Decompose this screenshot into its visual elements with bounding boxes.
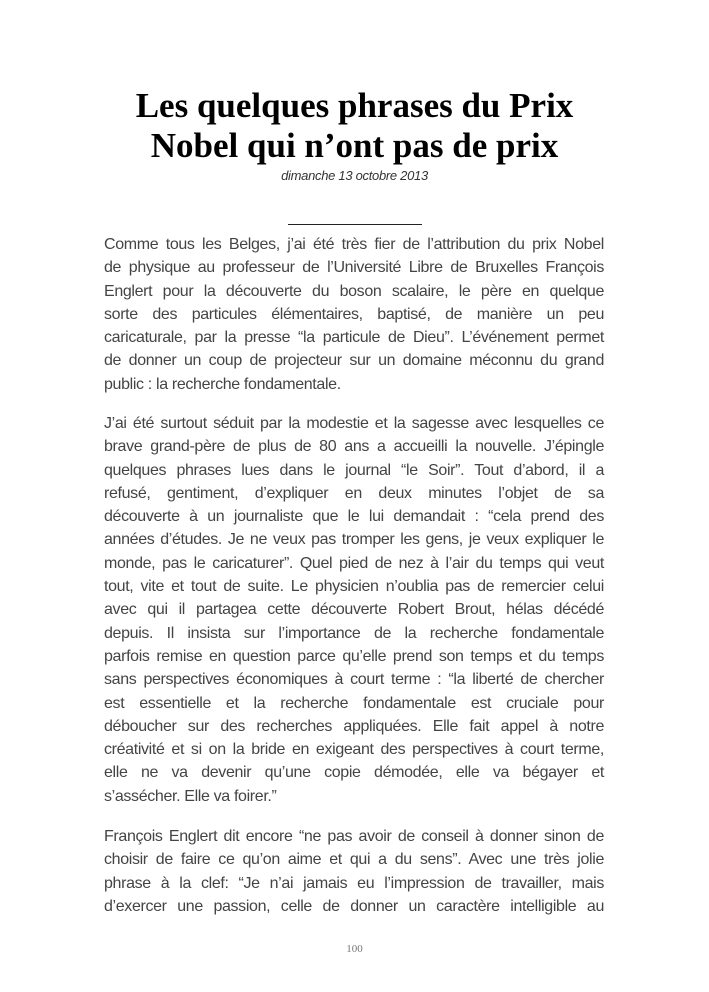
text-line: avec qui il partagea cette découverte Robert Brout, hélas décédé <box>104 601 604 619</box>
text-line: déboucher sur des recherches appliquées. Elle fait appel à notre <box>104 717 604 735</box>
title-line: Les quelques phrases du Prix <box>135 86 574 125</box>
text-line: découverte à un journaliste que le lui demandait : “cela prend des <box>104 508 604 526</box>
paragraph-1 <box>104 233 604 396</box>
article-title <box>0 86 709 166</box>
text-line: depuis. Il insista sur l’importance de la recherche fondamentale <box>104 624 604 642</box>
text-line: d’exercer une passion, celle de donner un caractère intelligible au <box>104 897 604 915</box>
text-line: tout, vite et tout de suite. Le physicien n’oublia pas de remercier celui <box>104 578 604 596</box>
text-line: phrase à la clef: “Je n’ai jamais eu l’impression de travailler, mais <box>104 874 604 892</box>
article-date: dimanche 13 octobre 2013 <box>281 168 428 183</box>
text-line: est essentielle et la recherche fondamentale est cruciale pour <box>104 694 604 712</box>
page-number: 100 <box>346 943 363 955</box>
text-line: Englert pour la découverte du boson scalaire, le père en quelque <box>104 282 604 300</box>
text-line: François Englert dit encore “ne pas avoir de conseil à donner sinon de <box>104 828 604 845</box>
text-line: de donner un coup de projecteur sur un domaine méconnu du grand <box>104 352 604 370</box>
text-line: choisir de faire ce qu’on aime et qui a du sens”. Avec une très jolie <box>104 851 604 869</box>
text-line: sans perspectives économiques à court terme : “la liberté de chercher <box>104 671 604 689</box>
text-line: créativité et si on la bride en exigeant des perspectives à court terme, <box>104 741 604 759</box>
text-line: parfois remise en question parce qu’elle prend son temps et du temps <box>104 647 604 665</box>
title-line: Nobel qui n’ont pas de prix <box>150 126 559 165</box>
text-line: sorte des particules élémentaires, baptisé, de manière un peu <box>104 305 604 323</box>
text-line: de physique au professeur de l’Université Libre de Bruxelles François <box>104 259 604 277</box>
text-line: monde, pas le caricaturer”. Quel pied de nez à l’air du temps qui veut <box>104 554 604 572</box>
paragraph-3 <box>104 825 604 918</box>
text-line: s’assécher. Elle va foirer.” <box>104 787 277 805</box>
text-line: brave grand-père de plus de 80 ans a accueilli la nouvelle. J’épingle <box>104 438 604 456</box>
paragraph-2 <box>104 412 604 808</box>
text-line: public : la recherche fondamentale. <box>104 375 341 393</box>
text-line: elle ne va devenir qu’une copie démodée, elle va bégayer et <box>104 764 604 782</box>
text-line: refusé, gentiment, d’expliquer en deux minutes l’objet de sa <box>104 484 604 502</box>
text-line: J’ai été surtout séduit par la modestie et la sagesse avec lesquelles ce <box>104 415 604 432</box>
text-line: quelques phrases lues dans le journal “le Soir”. Tout d’abord, il a <box>104 461 604 479</box>
text-line: caricaturale, par la presse “la particule de Dieu”. L’événement permet <box>104 329 604 347</box>
text-line: Comme tous les Belges, j’ai été très fier de l’attribution du prix Nobel <box>104 236 604 253</box>
text-line: années d’études. Je ne veux pas tromper les gens, je veux expliquer le <box>104 531 604 549</box>
separator-rule <box>288 224 422 225</box>
